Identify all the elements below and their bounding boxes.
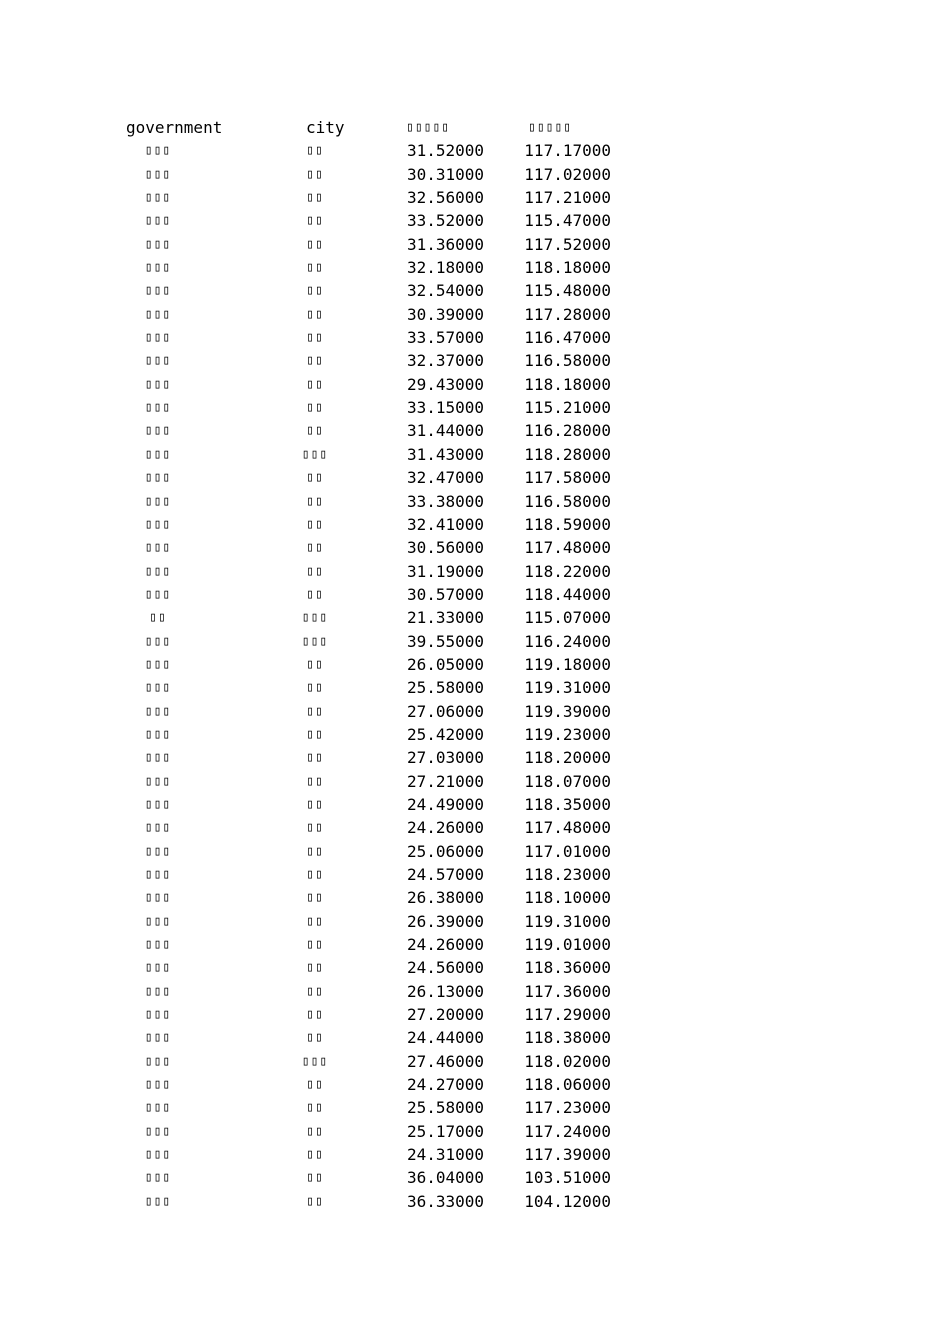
- government-cell: ▯▯▯: [144, 773, 172, 789]
- table-row: [0, 840, 950, 863]
- government-cell: ▯▯: [149, 610, 167, 626]
- city-cell: ▯▯: [306, 656, 324, 672]
- government-cell: ▯▯▯: [144, 563, 172, 579]
- latitude-cell: 32.18000: [406, 258, 484, 278]
- city-cell: ▯▯: [306, 213, 324, 229]
- header-latitude: ▯▯▯▯▯: [406, 120, 451, 135]
- latitude-cell: 27.46000: [406, 1051, 484, 1071]
- table-row: [0, 163, 950, 186]
- longitude-cell: 116.47000: [524, 328, 611, 348]
- longitude-cell: 117.02000: [524, 164, 611, 184]
- table-row: [0, 443, 950, 466]
- latitude-cell: 25.58000: [406, 678, 484, 698]
- government-cell: ▯▯▯: [144, 1077, 172, 1093]
- latitude-cell: 27.21000: [406, 771, 484, 791]
- latitude-cell: 26.38000: [406, 888, 484, 908]
- city-cell: ▯▯▯: [301, 633, 329, 649]
- header-city: city: [306, 118, 345, 137]
- government-cell: ▯▯▯: [144, 1007, 172, 1023]
- city-cell: ▯▯: [306, 1007, 324, 1023]
- table-row: [0, 349, 950, 372]
- latitude-cell: 27.20000: [406, 1005, 484, 1025]
- city-cell: ▯▯: [306, 586, 324, 602]
- table-row: [0, 466, 950, 489]
- latitude-cell: 29.43000: [406, 374, 484, 394]
- table-row: [0, 186, 950, 209]
- latitude-cell: 26.39000: [406, 911, 484, 931]
- table-row: [0, 676, 950, 699]
- longitude-cell: 116.28000: [524, 421, 611, 441]
- table-row: [0, 326, 950, 349]
- government-cell: ▯▯▯: [144, 586, 172, 602]
- longitude-cell: 118.02000: [524, 1051, 611, 1071]
- table-row: [0, 1166, 950, 1189]
- latitude-cell: 36.04000: [406, 1168, 484, 1188]
- latitude-cell: 21.33000: [406, 608, 484, 628]
- government-cell: ▯▯▯: [144, 937, 172, 953]
- longitude-cell: 117.29000: [524, 1005, 611, 1025]
- latitude-cell: 25.06000: [406, 841, 484, 861]
- longitude-cell: 117.39000: [524, 1145, 611, 1165]
- longitude-cell: 118.23000: [524, 865, 611, 884]
- latitude-cell: 24.49000: [406, 794, 484, 814]
- city-cell: ▯▯: [306, 1030, 324, 1046]
- city-cell: ▯▯: [306, 540, 324, 556]
- table-row: [0, 816, 950, 839]
- table-row: [0, 303, 950, 326]
- table-row: [0, 793, 950, 816]
- longitude-cell: 118.28000: [524, 444, 611, 464]
- latitude-cell: 27.06000: [406, 701, 484, 721]
- government-cell: ▯▯▯: [144, 190, 172, 206]
- government-cell: ▯▯▯: [144, 960, 172, 976]
- header-government: government: [126, 118, 223, 137]
- table-row: [0, 490, 950, 513]
- city-cell: ▯▯: [306, 680, 324, 696]
- longitude-cell: 118.44000: [524, 584, 611, 604]
- latitude-cell: 31.52000: [406, 141, 484, 161]
- longitude-cell: 118.10000: [524, 888, 611, 908]
- longitude-cell: 117.52000: [524, 234, 611, 254]
- table-row: [0, 560, 950, 583]
- longitude-cell: 119.31000: [524, 911, 611, 931]
- city-cell: ▯▯: [306, 563, 324, 579]
- latitude-cell: 24.31000: [406, 1145, 484, 1165]
- city-cell: ▯▯: [306, 260, 324, 276]
- government-cell: ▯▯▯: [144, 983, 172, 999]
- government-cell: ▯▯▯: [144, 656, 172, 672]
- city-cell: ▯▯▯: [301, 610, 329, 626]
- table-row: [0, 1003, 950, 1026]
- latitude-cell: 31.36000: [406, 234, 484, 254]
- city-cell: ▯▯▯: [301, 1053, 329, 1069]
- latitude-cell: 39.55000: [406, 631, 484, 651]
- latitude-cell: 30.39000: [406, 304, 484, 324]
- longitude-cell: 118.18000: [524, 258, 611, 278]
- city-cell: ▯▯: [306, 400, 324, 416]
- table-row: [0, 256, 950, 279]
- government-cell: ▯▯▯: [144, 516, 172, 532]
- longitude-cell: 118.36000: [524, 958, 611, 978]
- government-cell: ▯▯▯: [144, 703, 172, 719]
- data-rows: [0, 139, 950, 1213]
- latitude-cell: 36.33000: [406, 1191, 484, 1211]
- longitude-cell: 116.58000: [524, 351, 611, 371]
- latitude-cell: 26.13000: [406, 981, 484, 1001]
- header-row: [0, 116, 950, 139]
- table-row: [0, 373, 950, 396]
- government-cell: ▯▯▯: [144, 400, 172, 416]
- longitude-cell: 119.23000: [524, 724, 611, 744]
- government-cell: ▯▯▯: [144, 796, 172, 812]
- spreadsheet-table: [0, 116, 950, 1213]
- latitude-cell: 33.38000: [406, 491, 484, 511]
- latitude-cell: 24.26000: [406, 818, 484, 838]
- table-row: [0, 396, 950, 419]
- latitude-cell: 30.31000: [406, 164, 484, 184]
- table-row: [0, 723, 950, 746]
- government-cell: ▯▯▯: [144, 493, 172, 509]
- longitude-cell: 115.47000: [524, 211, 611, 231]
- city-cell: ▯▯: [306, 983, 324, 999]
- table-row: [0, 139, 950, 162]
- city-cell: ▯▯: [306, 890, 324, 906]
- latitude-cell: 33.57000: [406, 328, 484, 348]
- longitude-cell: 116.24000: [524, 631, 611, 651]
- government-cell: ▯▯▯: [144, 1053, 172, 1069]
- longitude-cell: 115.48000: [524, 281, 611, 301]
- longitude-cell: 118.59000: [524, 514, 611, 534]
- city-cell: ▯▯: [306, 1123, 324, 1139]
- latitude-cell: 32.37000: [406, 351, 484, 371]
- latitude-cell: 25.42000: [406, 724, 484, 744]
- city-cell: ▯▯: [306, 1077, 324, 1093]
- longitude-cell: 117.24000: [524, 1121, 611, 1141]
- longitude-cell: 118.07000: [524, 771, 611, 791]
- city-cell: ▯▯: [306, 330, 324, 346]
- latitude-cell: 25.58000: [406, 1098, 484, 1118]
- government-cell: ▯▯▯: [144, 633, 172, 649]
- longitude-cell: 118.20000: [524, 748, 611, 768]
- longitude-cell: 117.48000: [524, 818, 611, 838]
- longitude-cell: 119.01000: [524, 935, 611, 955]
- government-cell: ▯▯▯: [144, 236, 172, 252]
- longitude-cell: 115.07000: [524, 608, 611, 628]
- latitude-cell: 33.15000: [406, 398, 484, 418]
- government-cell: ▯▯▯: [144, 1100, 172, 1116]
- header-longitude: ▯▯▯▯▯: [528, 120, 573, 135]
- table-row: [0, 933, 950, 956]
- city-cell: ▯▯: [306, 376, 324, 392]
- city-cell: ▯▯: [306, 306, 324, 322]
- table-row: [0, 606, 950, 629]
- table-row: [0, 209, 950, 232]
- longitude-cell: 117.36000: [524, 981, 611, 1001]
- government-cell: ▯▯▯: [144, 353, 172, 369]
- city-cell: ▯▯: [306, 283, 324, 299]
- city-cell: ▯▯: [306, 1147, 324, 1163]
- government-cell: ▯▯▯: [144, 913, 172, 929]
- latitude-cell: 24.57000: [406, 865, 484, 884]
- longitude-cell: 117.48000: [524, 538, 611, 558]
- table-row: [0, 1050, 950, 1073]
- longitude-cell: 119.39000: [524, 701, 611, 721]
- city-cell: ▯▯: [306, 773, 324, 789]
- government-cell: ▯▯▯: [144, 680, 172, 696]
- latitude-cell: 24.27000: [406, 1075, 484, 1095]
- longitude-cell: 119.18000: [524, 654, 611, 674]
- longitude-cell: 118.06000: [524, 1075, 611, 1095]
- city-cell: ▯▯: [306, 750, 324, 766]
- longitude-cell: 115.21000: [524, 398, 611, 418]
- latitude-cell: 24.44000: [406, 1028, 484, 1048]
- government-cell: ▯▯▯: [144, 376, 172, 392]
- latitude-cell: 30.56000: [406, 538, 484, 558]
- government-cell: ▯▯▯: [144, 213, 172, 229]
- city-cell: ▯▯: [306, 1100, 324, 1116]
- city-cell: ▯▯: [306, 143, 324, 159]
- government-cell: ▯▯▯: [144, 820, 172, 836]
- longitude-cell: 118.38000: [524, 1028, 611, 1048]
- city-cell: ▯▯: [306, 516, 324, 532]
- government-cell: ▯▯▯: [144, 446, 172, 462]
- city-cell: ▯▯▯: [301, 446, 329, 462]
- government-cell: ▯▯▯: [144, 1170, 172, 1186]
- government-cell: ▯▯▯: [144, 540, 172, 556]
- city-cell: ▯▯: [306, 470, 324, 486]
- city-cell: ▯▯: [306, 703, 324, 719]
- latitude-cell: 30.57000: [406, 584, 484, 604]
- longitude-cell: 118.35000: [524, 794, 611, 814]
- city-cell: ▯▯: [306, 190, 324, 206]
- city-cell: ▯▯: [306, 166, 324, 182]
- latitude-cell: 27.03000: [406, 748, 484, 768]
- city-cell: ▯▯: [306, 867, 324, 882]
- table-row: [0, 863, 950, 886]
- latitude-cell: 33.52000: [406, 211, 484, 231]
- longitude-cell: 117.01000: [524, 841, 611, 861]
- longitude-cell: 116.58000: [524, 491, 611, 511]
- latitude-cell: 32.41000: [406, 514, 484, 534]
- longitude-cell: 119.31000: [524, 678, 611, 698]
- government-cell: ▯▯▯: [144, 166, 172, 182]
- table-row: [0, 630, 950, 653]
- government-cell: ▯▯▯: [144, 260, 172, 276]
- government-cell: ▯▯▯: [144, 283, 172, 299]
- longitude-cell: 117.28000: [524, 304, 611, 324]
- longitude-cell: 117.58000: [524, 468, 611, 488]
- table-row: [0, 700, 950, 723]
- table-row: [0, 279, 950, 302]
- table-row: [0, 1073, 950, 1096]
- government-cell: ▯▯▯: [144, 330, 172, 346]
- table-row: [0, 653, 950, 676]
- government-cell: ▯▯▯: [144, 306, 172, 322]
- city-cell: ▯▯: [306, 353, 324, 369]
- city-cell: ▯▯: [306, 236, 324, 252]
- city-cell: ▯▯: [306, 937, 324, 953]
- table-row: [0, 1096, 950, 1119]
- city-cell: ▯▯: [306, 843, 324, 859]
- table-row: [0, 910, 950, 933]
- latitude-cell: 26.05000: [406, 654, 484, 674]
- latitude-cell: 31.19000: [406, 561, 484, 581]
- table-row: [0, 419, 950, 442]
- table-row: [0, 233, 950, 256]
- government-cell: ▯▯▯: [144, 1193, 172, 1209]
- latitude-cell: 32.56000: [406, 188, 484, 208]
- latitude-cell: 32.54000: [406, 281, 484, 301]
- government-cell: ▯▯▯: [144, 423, 172, 439]
- city-cell: ▯▯: [306, 960, 324, 976]
- government-cell: ▯▯▯: [144, 726, 172, 742]
- latitude-cell: 24.56000: [406, 958, 484, 978]
- city-cell: ▯▯: [306, 913, 324, 929]
- city-cell: ▯▯: [306, 493, 324, 509]
- government-cell: ▯▯▯: [144, 890, 172, 906]
- longitude-cell: 104.12000: [524, 1191, 611, 1211]
- government-cell: ▯▯▯: [144, 1030, 172, 1046]
- table-row: [0, 1120, 950, 1143]
- longitude-cell: 118.18000: [524, 374, 611, 394]
- city-cell: ▯▯: [306, 820, 324, 836]
- table-row: [0, 536, 950, 559]
- table-row: [0, 980, 950, 1003]
- city-cell: ▯▯: [306, 796, 324, 812]
- table-row: [0, 583, 950, 606]
- city-cell: ▯▯: [306, 726, 324, 742]
- government-cell: ▯▯▯: [144, 867, 172, 882]
- longitude-cell: 117.17000: [524, 141, 611, 161]
- latitude-cell: 25.17000: [406, 1121, 484, 1141]
- longitude-cell: 103.51000: [524, 1168, 611, 1188]
- government-cell: ▯▯▯: [144, 1147, 172, 1163]
- city-cell: ▯▯: [306, 1193, 324, 1209]
- table-row: [0, 1026, 950, 1049]
- government-cell: ▯▯▯: [144, 1123, 172, 1139]
- government-cell: ▯▯▯: [144, 143, 172, 159]
- longitude-cell: 118.22000: [524, 561, 611, 581]
- latitude-cell: 31.43000: [406, 444, 484, 464]
- table-row: [0, 746, 950, 769]
- table-row: [0, 956, 950, 979]
- city-cell: ▯▯: [306, 423, 324, 439]
- longitude-cell: 117.23000: [524, 1098, 611, 1118]
- longitude-cell: 117.21000: [524, 188, 611, 208]
- government-cell: ▯▯▯: [144, 750, 172, 766]
- table-row: [0, 1143, 950, 1166]
- latitude-cell: 31.44000: [406, 421, 484, 441]
- table-row: [0, 886, 950, 909]
- government-cell: ▯▯▯: [144, 470, 172, 486]
- latitude-cell: 24.26000: [406, 935, 484, 955]
- table-row: [0, 770, 950, 793]
- latitude-cell: 32.47000: [406, 468, 484, 488]
- table-row: [0, 1190, 950, 1213]
- table-row: [0, 513, 950, 536]
- government-cell: ▯▯▯: [144, 843, 172, 859]
- city-cell: ▯▯: [306, 1170, 324, 1186]
